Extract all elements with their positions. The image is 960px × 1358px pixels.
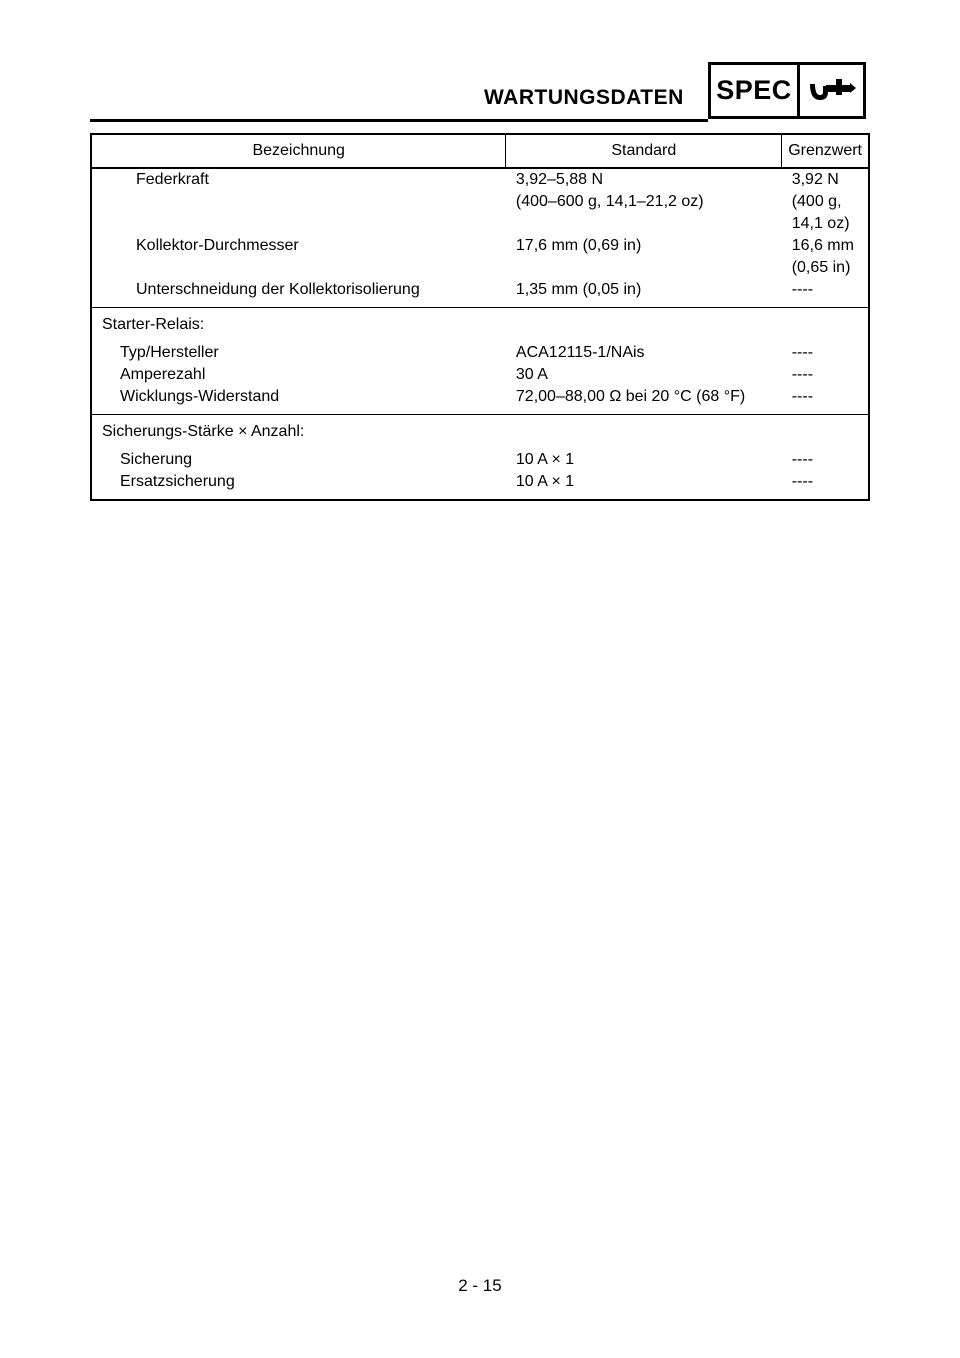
page-number: 2 - 15	[458, 1276, 502, 1295]
row-label: Federkraft	[136, 171, 209, 188]
table-row	[92, 279, 868, 308]
spec-badge	[708, 62, 866, 119]
row-limit: 3,92 N (400 g, 14,1 oz)	[791, 171, 850, 232]
table-row	[92, 168, 868, 235]
row-label: Sicherung	[120, 451, 193, 468]
column-header: Bezeichnung	[92, 135, 506, 168]
row-label: Ersatzsicherung	[120, 473, 235, 490]
row-standard: ACA12115-1/NAis	[515, 344, 645, 361]
row-label: Kollektor-Durchmesser	[136, 237, 299, 254]
group-label: Sicherungs-Stärke × Anzahl:	[102, 423, 305, 440]
row-standard	[506, 308, 782, 337]
column-header: Standard	[506, 135, 782, 168]
table-row	[92, 336, 868, 364]
table-row	[92, 308, 868, 337]
caliper-icon	[800, 65, 863, 116]
table-row	[92, 415, 868, 444]
row-standard: 17,6 mm (0,69 in)	[515, 237, 642, 254]
row-limit	[782, 308, 868, 337]
row-limit: 16,6 mm (0,65 in)	[791, 237, 854, 276]
row-standard: 3,92–5,88 N (400–600 g, 14,1–21,2 oz)	[515, 171, 704, 210]
table-row	[92, 235, 868, 279]
table-row	[92, 386, 868, 415]
table-row	[92, 364, 868, 386]
row-label: Wicklungs-Widerstand	[92, 386, 506, 415]
row-standard: 30 A	[515, 366, 548, 383]
row-standard: 1,35 mm (0,05 in)	[506, 279, 782, 308]
row-label: Amperezahl	[120, 366, 206, 383]
row-limit: ----	[791, 451, 814, 468]
column-header: Grenzwert	[782, 135, 868, 168]
spec-badge-label: SPEC	[711, 65, 800, 116]
row-label: Typ/Hersteller	[120, 344, 219, 361]
group-label: Starter-Relais:	[102, 316, 205, 333]
row-limit: ----	[782, 279, 868, 308]
spec-table	[90, 133, 870, 501]
table-row	[92, 443, 868, 471]
row-standard: 10 A × 1	[515, 451, 575, 468]
row-standard: 10 A × 1	[515, 473, 575, 490]
section-title: WARTUNGSDATEN	[484, 86, 684, 109]
row-limit: ----	[782, 386, 868, 415]
row-limit: ----	[791, 366, 814, 383]
row-standard	[506, 415, 782, 444]
table-row	[92, 471, 868, 499]
row-label: Unterschneidung der Kollektorisolierung	[92, 279, 506, 308]
row-standard: 72,00–88,00 Ω bei 20 °C (68 °F)	[506, 386, 782, 415]
table-header-row	[92, 135, 868, 168]
row-limit	[782, 415, 868, 444]
row-limit: ----	[791, 344, 814, 361]
row-limit: ----	[791, 473, 814, 490]
header-rule	[90, 119, 708, 122]
